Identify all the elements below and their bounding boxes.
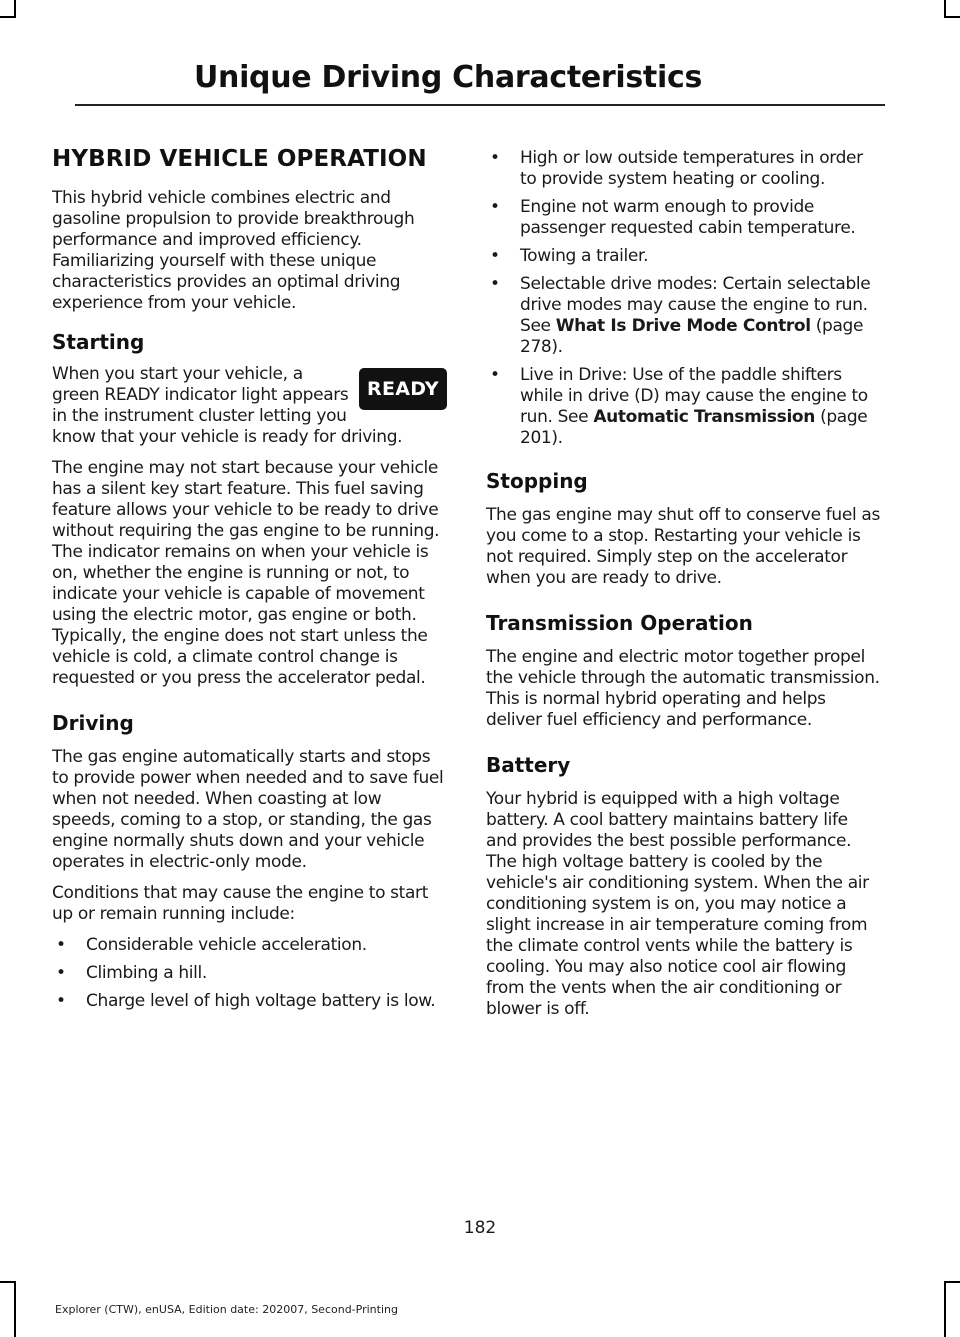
- starting-text-1: When you start your vehicle, a green READY indicator light appears in the instrument cluster letting you know that your vehicle is ready for driving.: [52, 364, 403, 447]
- crop-mark: [944, 16, 960, 18]
- bullet: •: [490, 197, 500, 217]
- driving-paragraph-1: The gas engine automatically starts and stops to provide power when needed and to save fuel when not needed. When coasting at low speeds, coming to a stop, or standing, the gas engine normally shuts down and your vehicle operates in electric-only mode.: [52, 747, 444, 872]
- transmission-paragraph: The engine and electric motor together propel the vehicle through the automatic transmission. This is normal hybrid operating and helps deliver fuel efficiency and performance.: [486, 647, 880, 730]
- cross-reference-link[interactable]: Automatic Transmission: [593, 407, 816, 427]
- crop-mark: [0, 16, 16, 18]
- bullet: •: [490, 148, 500, 168]
- right-column: [486, 148, 881, 1030]
- header-rule: [75, 104, 885, 106]
- bullet: •: [56, 991, 66, 1011]
- battery-paragraph: Your hybrid is equipped with a high voltage battery. A cool battery maintains battery life and provides the best possible performance. The high voltage battery is cooled by the vehicle's air conditioning system. When the air conditioning system is on, you may notice a slight increase in air temperature coming from the climate control vents while the battery is cooling. You may also notice cool air flowing from the vents when the air conditioning or blower is off.: [486, 789, 869, 1019]
- driving-paragraph-2: Conditions that may cause the engine to start up or remain running include:: [52, 883, 429, 924]
- cross-reference-link[interactable]: What Is Drive Mode Control: [555, 316, 811, 336]
- bullet: •: [56, 963, 66, 983]
- crop-mark: [0, 1281, 16, 1283]
- stopping-paragraph: The gas engine may shut off to conserve fuel as you come to a stop. Restarting your vehicle is not required. Simply step on the accelerator when you are ready to drive.: [486, 505, 880, 588]
- list-item: • Live in Drive: Use of the paddle shifters while in drive (D) may cause the engine to run. See Automatic Transmission (page 201).: [490, 365, 868, 448]
- left-column: [52, 146, 447, 1020]
- page-number: 182: [463, 1218, 497, 1238]
- starting-heading: Starting: [52, 330, 145, 354]
- bullet: •: [490, 365, 500, 385]
- crop-mark: [14, 1281, 16, 1337]
- bullet: •: [490, 246, 500, 266]
- driving-heading: Driving: [52, 711, 134, 735]
- list-item: • Selectable drive modes: Certain selectable drive modes may cause the engine to run. See What Is Drive Mode Control (page 278).: [490, 274, 871, 357]
- intro-paragraph: This hybrid vehicle combines electric and gasoline propulsion to provide breakthrough performance and improved efficiency. Familiarizing yourself with these unique characteristics provides an optimal driving experience from your vehicle.: [52, 188, 415, 313]
- crop-mark: [944, 1281, 960, 1283]
- crop-mark: [14, 0, 16, 16]
- transmission-heading: Transmission Operation: [486, 611, 753, 635]
- list-item: • Engine not warm enough to provide passenger requested cabin temperature.: [490, 197, 856, 238]
- crop-mark: [944, 1281, 946, 1337]
- list-item: • Towing a trailer.: [490, 246, 649, 266]
- battery-heading: Battery: [486, 753, 571, 777]
- ready-block: [52, 364, 447, 448]
- starting-paragraph-2: The engine may not start because your vehicle has a silent key start feature. This fuel saving feature allows your vehicle to be ready to drive without requiring the gas engine to be running. The indicator remains on when your vehicle is on, whether the engine is running or not, to indicate your vehicle is capable of movement using the electric motor, gas engine or both. Typically, the engine does not start unless the vehicle is cold, a climate control change is requested or you press the accelerator pedal.: [52, 458, 440, 688]
- bullet: •: [490, 274, 500, 294]
- bullet: •: [56, 935, 66, 955]
- page-header-title: Unique Driving Characteristics: [193, 60, 702, 95]
- list-item: • Considerable vehicle acceleration.: [56, 935, 367, 955]
- list-item: • Climbing a hill.: [56, 963, 207, 983]
- footer-edition: Explorer (CTW), enUSA, Edition date: 202007, Second-Printing: [55, 1303, 398, 1316]
- ready-indicator-icon: READY: [359, 368, 447, 410]
- right-bullet-list: [486, 148, 881, 449]
- list-item: • Charge level of high voltage battery is low.: [56, 991, 436, 1011]
- stopping-heading: Stopping: [486, 469, 588, 493]
- list-item: • High or low outside temperatures in order to provide system heating or cooling.: [490, 148, 863, 189]
- crop-mark: [944, 0, 946, 16]
- left-bullet-list: [52, 935, 447, 1012]
- section-title: HYBRID VEHICLE OPERATION: [52, 146, 427, 172]
- starting-paragraph-1: [52, 364, 447, 448]
